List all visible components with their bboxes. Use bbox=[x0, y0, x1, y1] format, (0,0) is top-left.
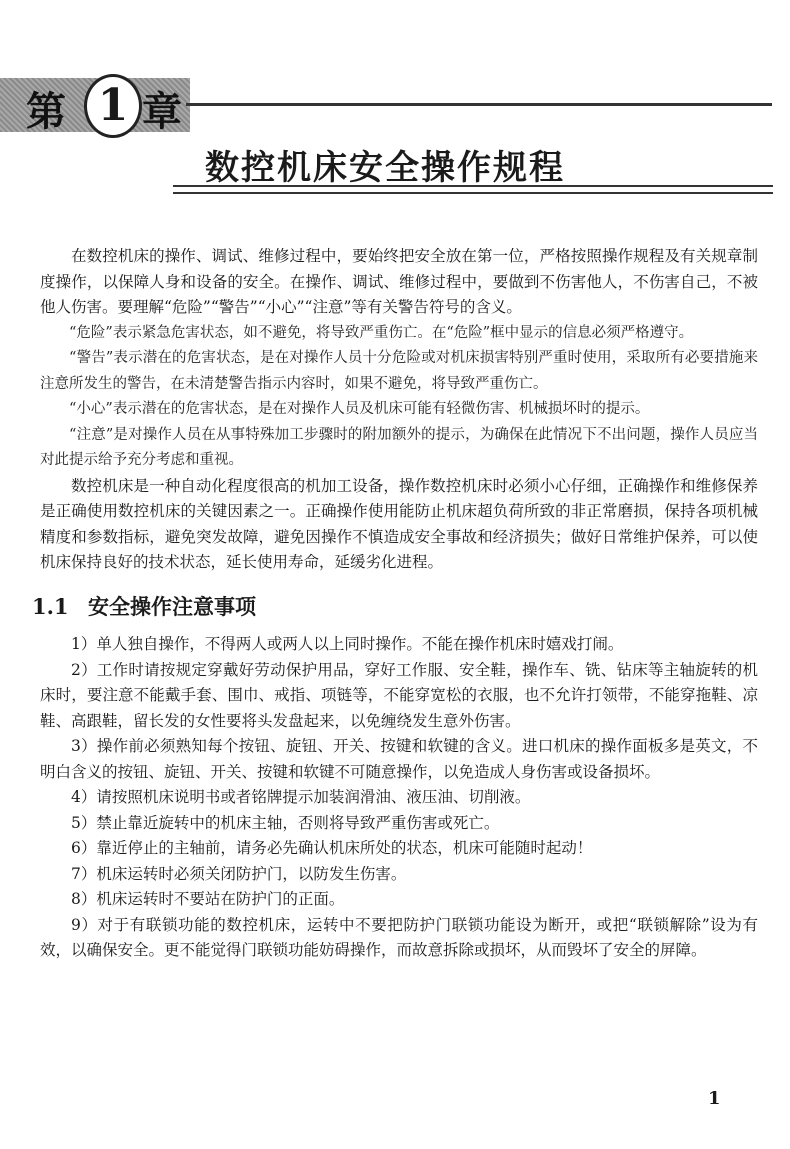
list-item: 4）请按照机床说明书或者铭牌提示加装润滑油、液压油、切削液。 bbox=[71, 788, 531, 806]
section-number: 1.1 bbox=[32, 593, 69, 619]
page-body bbox=[32, 244, 758, 964]
paragraph: “小心”表示潜在的危害状态，是在对操作人员及机床可能有轻微伤害、机械损坏时的提示。 bbox=[69, 401, 650, 417]
list-item: 8）机床运转时不要站在防护门的正面。 bbox=[71, 890, 345, 908]
list-item: 2）工作时请按规定穿戴好劳动保护用品，穿好工作服、安全鞋，操作车、铣、钻床等主轴旋转的机床时，要注意不能戴手套、围巾、戒指、项链等，不能穿宽松的衣服，也不允许打领带，不能穿拖鞋、凉鞋、高跟鞋，留长发的女性要将头发盘起来，以免缠绕发生意外伤害。 bbox=[40, 660, 758, 730]
page-title: 数控机床安全操作规程 bbox=[205, 148, 565, 188]
list-item: 9）对于有联锁功能的数控机床，运转中不要把防护门联锁功能设为断开，或把“联锁解除”设为有效，以确保安全。更不能觉得门联锁功能妨碍操作，而故意拆除或损坏，从而毁坏了安全的屏障。 bbox=[40, 915, 758, 959]
section-title: 安全操作注意事项 bbox=[88, 594, 256, 619]
paragraph: “警告”表示潜在的危害状态，是在对操作人员十分危险或对机床损害特别严重时使用，采取所有必要措施来注意所发生的警告，在未清楚警告指示内容时，如果不避免，将导致严重伤亡。 bbox=[40, 350, 758, 392]
chapter-suffix: 章 bbox=[142, 88, 182, 135]
paragraph: “注意”是对操作人员在从事特殊加工步骤时的附加额外的提示，为确保在此情况下不出问题，操作人员应当对此提示给予充分考虑和重视。 bbox=[40, 426, 758, 468]
paragraph: 数控机床是一种自动化程度很高的机加工设备，操作数控机床时必须小心仔细，正确操作和维修保养是正确使用数控机床的关键因素之一。正确操作使用能防止机床超负荷所致的非正常磨损，保持各项机械精度和参数指标，避免突发故障，避免因操作不慎造成安全事故和经济损失；做好日常维护保养，可以使机床保持良好的技术状态，延长使用寿命，延缓劣化进程。 bbox=[40, 476, 758, 571]
chapter-prefix: 第 bbox=[26, 88, 66, 135]
chapter-rule bbox=[186, 103, 772, 106]
paragraph: “危险”表示紧急危害状态，如不避免，将导致严重伤亡。在“危险”框中显示的信息必须严格遵守。 bbox=[69, 324, 694, 341]
section-heading bbox=[32, 594, 758, 621]
list-item: 7）机床运转时必须关闭防护门，以防发生伤害。 bbox=[71, 864, 407, 883]
title-underline bbox=[173, 185, 773, 194]
list-item: 3）操作前必须熟知每个按钮、旋钮、开关、按键和软键的含义。进口机床的操作面板多是英文，不明白含义的按钮、旋钮、开关、按键和软键不可随意操作，以免造成人身伤害或设备损坏。 bbox=[40, 737, 758, 781]
page-number: 1 bbox=[708, 1088, 721, 1109]
list-item: 1）单人独自操作，不得两人或两人以上同时操作。不能在操作机床时嬉戏打闹。 bbox=[71, 635, 624, 653]
list-item: 5）禁止靠近旋转中的机床主轴，否则将导致严重伤害或死亡。 bbox=[71, 813, 500, 832]
chapter-number: 1 bbox=[84, 74, 142, 138]
paragraph: 在数控机床的操作、调试、维修过程中，要始终把安全放在第一位，严格按照操作规程及有关规章制度操作，以保障人身和设备的安全。在操作、调试、维修过程中，要做到不伤害他人，不伤害自己，不被他人伤害。要理解“危险”“警告”“小心”“注意”等有关警告符号的含义。 bbox=[40, 247, 758, 316]
list-item: 6）靠近停止的主轴前，请务必先确认机床所处的状态，机床可能随时起动！ bbox=[71, 839, 593, 857]
